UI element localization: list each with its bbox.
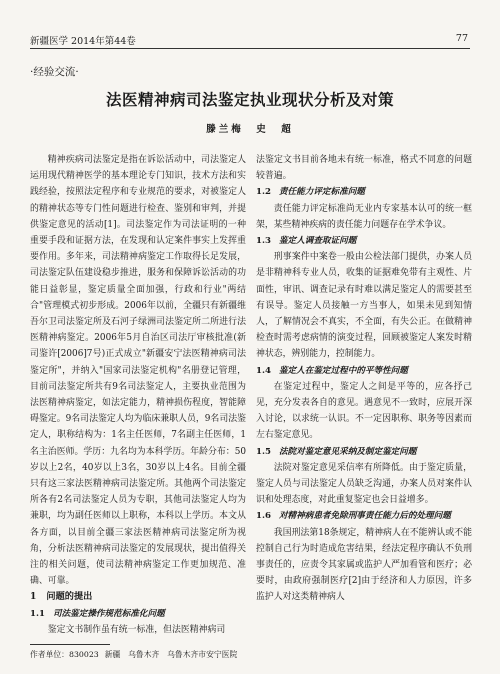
- intro-paragraph: 精神疾病司法鉴定是指在诉讼活动中，司法鉴定人运用现代精神医学的基本理论专门知识，技术方法和实践经验，按照法定程序和专业规范的要求，对被鉴定人的精神状态等专门性问题进行检查、鉴别和审判，并提供鉴定意见的活动[1]。司法鉴定作为司法证明的一种重要手段和证据方法，在发现和认定案件事实上发挥重要作用。多年来，司法精神病鉴定工作取得长足发展，司法鉴定队伍建设稳步推进，服务和保障诉讼活动的功能日益彰显，鉴定质量全面加强，行政和行业"两结合"管理模式初步形成。2006年以前，全疆只有新疆维吾尔卫司法鉴定所及石河子绿洲司法鉴定所二所进行法医精神病鉴定。2006年5月自治区司法厅审核批准(新司鉴许[2006]7号)正式成立"新疆安宁法医精神病司法鉴定所"，并纳入"国家司法鉴定机构"名册登记管理，目前司法鉴定所共有9名司法鉴定人，主要执业范围为法医精神病鉴定，如法定能力，精神损伤程度，智能障碍鉴定。9名司法鉴定人均为临床兼职人员，9名司法鉴定人，职称结构为：1名主任医师，7名副主任医师，1名主治医师。学历：九名均为本科学历。年龄分布：50岁以上2名，40岁以上3名，30岁以上4名。目前全疆只有这三家法医精神病司法鉴定所。其他两个司法鉴定所各有2名司法鉴定人员为专职，其他司法鉴定人均为兼职，均为副任医师以上职称，本科以上学历。本文从各方面，以目前全疆三家法医精神病司法鉴定所为视角，分析法医精神病司法鉴定的发展现状，提出值得关注的相关问题，使司法精神病鉴定工作更加规范、准确、可靠。: [30, 155, 246, 587]
- paragraph-1-3: 刑事案件中案卷一般由公检法部门提供，办案人员是非精神科专业人员，收集的证据难免带有主观性、片面性，审讯、调查记录有时难以满足鉴定人的需要甚至有误导。鉴定人员接触一方当事人，如果未见到知情人，了解情况会不真实，不全面，有失公正。在做精神检查时需考虑病情的演变过程，回顾被鉴定人案发时精神状态，辨别能力，控制能力。: [256, 252, 472, 360]
- paragraph-1-6: 我国刑法第18条规定，精神病人在不能辨认或不能控制自己行为时造成危害结果，经法定程序确认不负刑事责任的，应责令其家属或监护人严加看管和医疗；必要时，由政府强制医疗[2]由于经济和人力原因，许多监护人对这类精神病人: [256, 527, 472, 603]
- paragraph-1-1: 鉴定文书制作虽有统一标准，但法医精神病司: [47, 624, 226, 635]
- left-column: [30, 152, 246, 638]
- authors: 滕兰梅 史 超: [206, 124, 294, 135]
- right-column: [256, 152, 472, 606]
- page-number: 77: [455, 33, 468, 44]
- subsection-heading-1-4: 1.4 鉴定人在鉴定过程中的平等性问题: [256, 365, 408, 376]
- paragraph-1-4: 在鉴定过程中，鉴定人之间是平等的，应各抒己见，充分发表各自的意见。遇意见不一致时，应展开深入讨论，以求统一认识。不一定因职称、职务等因素而左右鉴定意见。: [256, 381, 472, 441]
- footnote-rule: [30, 644, 110, 645]
- paragraph-1-2: 责任能力评定标准尚无业内专家基本认可的统一框架，某些精神疾病的责任能力问题存在学术争议。: [256, 203, 472, 230]
- subsection-heading-1-3: 1.3 鉴定人调查取证问题: [256, 236, 357, 247]
- subsection-heading-1-6: 1.6 对精神病患者免除刑事责任能力后的处理问题: [256, 511, 451, 522]
- article-title: 法医精神病司法鉴定执业现状分析及对策: [105, 90, 394, 109]
- subsection-heading-1-1: 1.1 司法鉴定操作规范标准化问题: [30, 608, 165, 619]
- footnote-unit-label: 作者单位：830023: [30, 650, 99, 659]
- paragraph-continued: 法鉴定文书目前各地未有统一标准，格式不同意的问题较普遍。: [256, 155, 472, 182]
- paragraph-1-5: 法院对鉴定意见采信率有所降低。由于鉴定质量，鉴定人员与司法鉴定人员缺乏沟通，办案人员对案件认识和处理态度，对此重复鉴定也会日益增多。: [256, 462, 472, 506]
- section-tag: ·经验交流·: [30, 66, 79, 78]
- footnote: [30, 649, 243, 660]
- section-heading-1: 1 问题的提出: [30, 591, 93, 603]
- journal-header: 新疆医学 2014年第44卷: [30, 36, 136, 47]
- header-rule: [30, 48, 470, 49]
- footnote-institution: 新疆 乌鲁木齐 乌鲁木齐市安宁医院: [104, 650, 238, 659]
- subsection-heading-1-2: 1.2 责任能力评定标准问题: [256, 187, 365, 198]
- subsection-heading-1-5: 1.5 法院对鉴定意见采纳及制定鉴定问题: [256, 446, 417, 457]
